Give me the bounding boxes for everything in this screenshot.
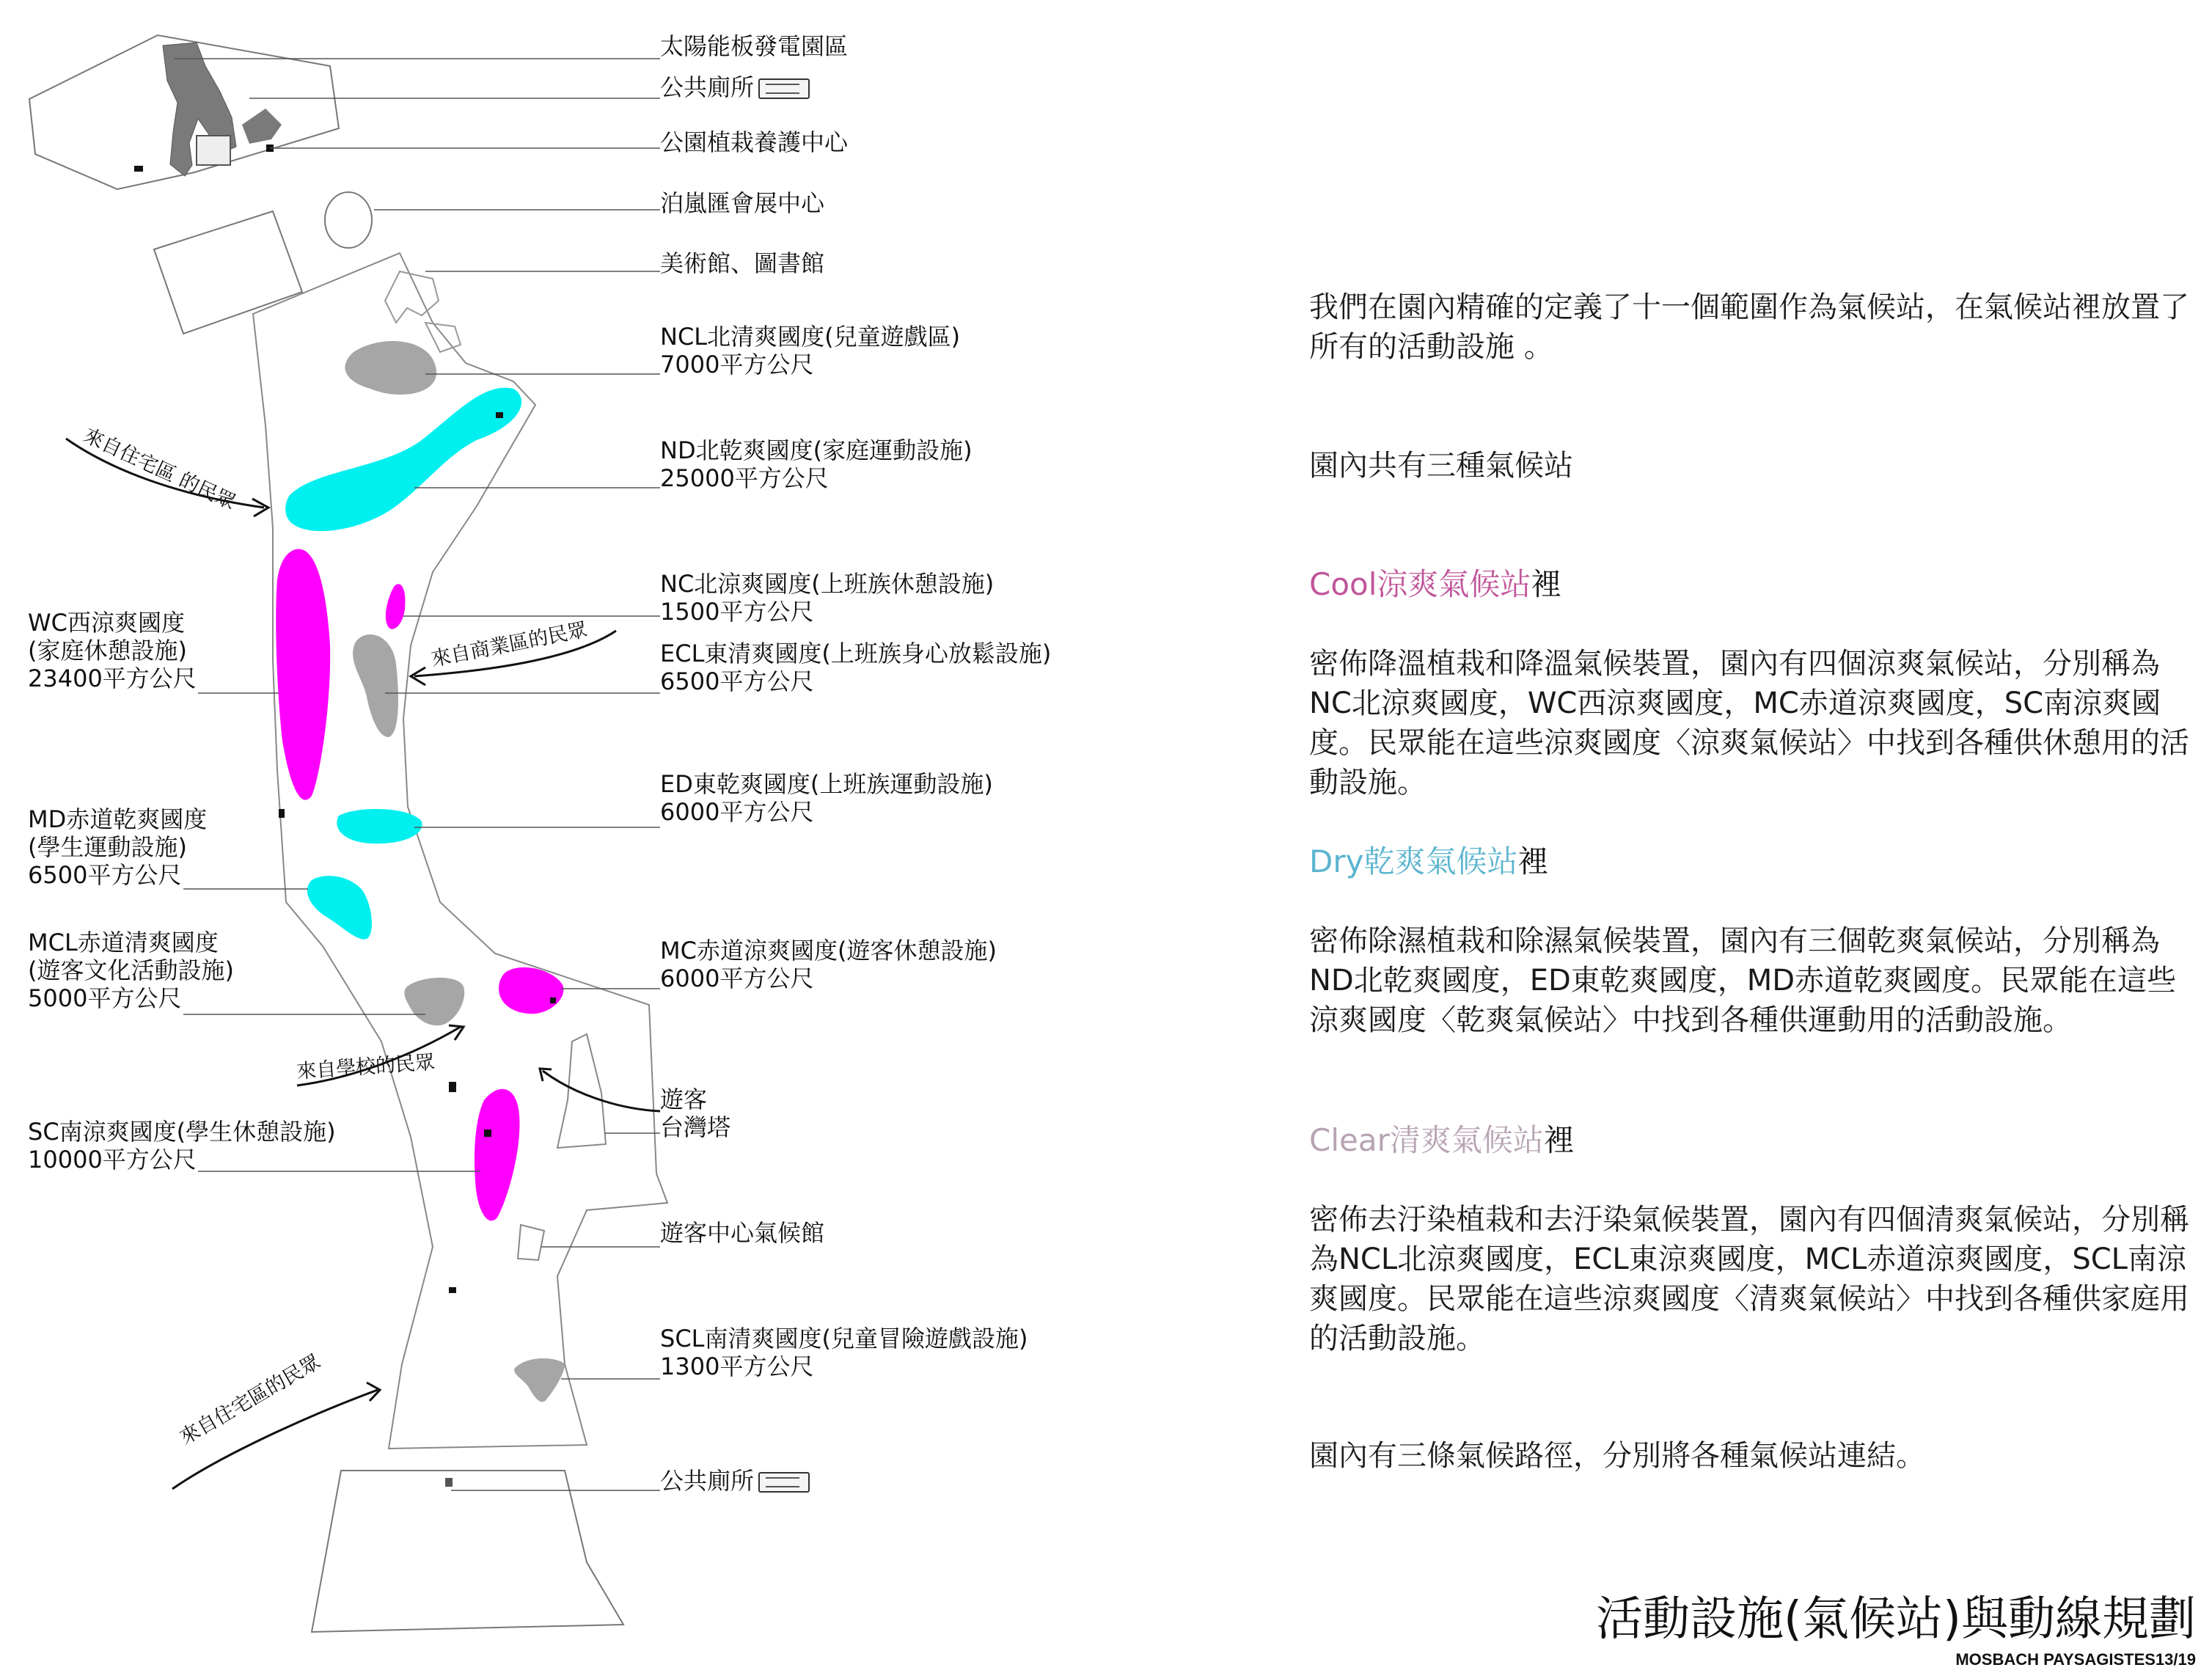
label-mcl: MCL赤道清爽國度 (遊客文化活動設施) 5000平方公尺 — [28, 929, 234, 1012]
cool-heading — [1309, 565, 1561, 604]
convention-center-shape — [325, 192, 372, 248]
label-sc: SC南涼爽國度(學生休憩設施) 10000平方公尺 — [28, 1118, 336, 1174]
museum-parcel — [154, 211, 302, 334]
marker — [484, 1130, 491, 1137]
arrow-residential-top-label: 來自住宅區 的民眾 — [80, 424, 239, 515]
zone-wc — [276, 549, 330, 800]
label-solar: 太陽能板發電園區 — [660, 32, 849, 60]
label-nc: NC北涼爽國度(上班族休憩設施) 1500平方公尺 — [660, 570, 995, 626]
zone-nc — [386, 584, 406, 629]
zone-mcl — [404, 978, 464, 1025]
nursery-building — [197, 136, 230, 165]
cool-paragraph: 密佈降溫植栽和降溫氣候裝置，園內有四個涼爽氣候站，分別稱為NC北涼爽國度，WC西涼爽國度，MC赤道涼爽國度，SC南涼爽國度。民眾能在這些涼爽國度〈涼爽氣候站〉中找到各種供休憩用的活動設施。 — [1309, 647, 2189, 799]
marker — [449, 1082, 456, 1092]
dry-suffix: 裡 — [1517, 843, 1549, 879]
museum-buildings — [385, 271, 461, 352]
label-wc: WC西涼爽國度 (家庭休憩設施) 23400平方公尺 — [28, 609, 197, 692]
leader-lines — [175, 59, 660, 1490]
label-convention: 泊嵐匯會展中心 — [660, 189, 825, 217]
label-visitor-center: 遊客中心氣候館 — [660, 1219, 825, 1247]
taiwan-tower — [557, 1034, 606, 1148]
zone-scl — [514, 1358, 565, 1402]
footer-credit: MOSBACH PAYSAGISTES13/19 — [1955, 1650, 2196, 1669]
clear-heading — [1309, 1121, 1575, 1160]
label-ncl: NCL北清爽國度(兒童遊戲區) 7000平方公尺 — [660, 323, 961, 378]
marker — [496, 412, 503, 418]
arrow-school-label: 來自學校的民眾 — [296, 1050, 436, 1083]
arrow-commercial-label: 來自商業區的民眾 — [429, 618, 590, 671]
marker — [449, 1287, 456, 1293]
label-ecl: ECL東清爽國度(上班族身心放鬆設施) 6500平方公尺 — [660, 640, 1052, 695]
zone-md — [307, 876, 372, 940]
three-types-paragraph: 園內共有三種氣候站 — [1309, 449, 1573, 483]
label-toilet-bottom: 公共廁所 — [660, 1467, 810, 1495]
solar-panel-strip — [242, 109, 282, 144]
clear-keyword: Clear清爽氣候站 — [1309, 1122, 1544, 1158]
dry-paragraph: 密佈除濕植栽和除濕氣候裝置，園內有三個乾爽氣候站，分別稱為ND北乾爽國度，ED東乾爽國度，MD赤道乾爽國度。民眾能在這些涼爽國度〈乾爽氣候站〉中找到各種供運動用的活動設施。 — [1309, 924, 2177, 1037]
label-nd: ND北乾爽國度(家庭運動設施) 25000平方公尺 — [660, 436, 973, 492]
paths-paragraph: 園內有三條氣候路徑，分別將各種氣候站連結。 — [1309, 1439, 1925, 1473]
dry-keyword: Dry乾爽氣候站 — [1309, 843, 1518, 879]
toilet-top-marker — [134, 166, 143, 172]
clear-suffix: 裡 — [1543, 1122, 1575, 1158]
zone-sc — [475, 1089, 520, 1221]
cool-keyword: Cool涼爽氣候站 — [1309, 566, 1531, 602]
marker — [279, 809, 285, 818]
zone-ncl — [345, 341, 436, 395]
toilet-bottom-marker — [445, 1478, 453, 1487]
clear-paragraph: 密佈去汙染植栽和去汙染氣候裝置，園內有四個清爽氣候站，分別稱為NCL北涼爽國度，ECL東涼爽國度，MCL赤道涼爽國度，SCL南涼爽國度。民眾能在這些涼爽國度〈清爽氣候站〉中找到各種供家庭用的活動設施。 — [1309, 1203, 2189, 1355]
label-ed: ED東乾爽國度(上班族運動設施) 6000平方公尺 — [660, 770, 993, 826]
zone-ecl — [353, 634, 398, 737]
label-tourist: 遊客 台灣塔 — [660, 1086, 731, 1141]
zone-nd — [285, 388, 521, 532]
label-museum: 美術館、圖書館 — [660, 249, 825, 277]
label-nursery: 公園植栽養護中心 — [660, 128, 849, 156]
label-md: MD赤道乾爽國度 (學生運動設施) 6500平方公尺 — [28, 805, 208, 889]
bottom-parcel — [312, 1471, 623, 1632]
zone-ed — [337, 809, 422, 843]
label-mc: MC赤道涼爽國度(遊客休憩設施) 6000平方公尺 — [660, 937, 997, 992]
visitor-center-building — [518, 1225, 544, 1260]
page-title: 活動設施(氣候站)與動線規劃 — [1596, 1592, 2196, 1647]
intro-paragraph: 我們在園內精確的定義了十一個範圍作為氣候站，在氣候站裡放置了所有的活動設施 。 — [1309, 290, 2189, 364]
zone-mc — [499, 967, 563, 1014]
marker — [550, 997, 556, 1003]
toilet-icon — [758, 78, 810, 99]
toilet-icon — [758, 1472, 810, 1493]
arrow-residential-bottom-label: 來自住宅區的民眾 — [176, 1350, 325, 1450]
label-toilet-top: 公共廁所 — [660, 73, 810, 101]
dry-heading — [1309, 842, 1548, 882]
label-scl: SCL南清爽國度(兒童冒險遊戲設施) 1300平方公尺 — [660, 1325, 1028, 1380]
cool-suffix: 裡 — [1531, 566, 1562, 602]
